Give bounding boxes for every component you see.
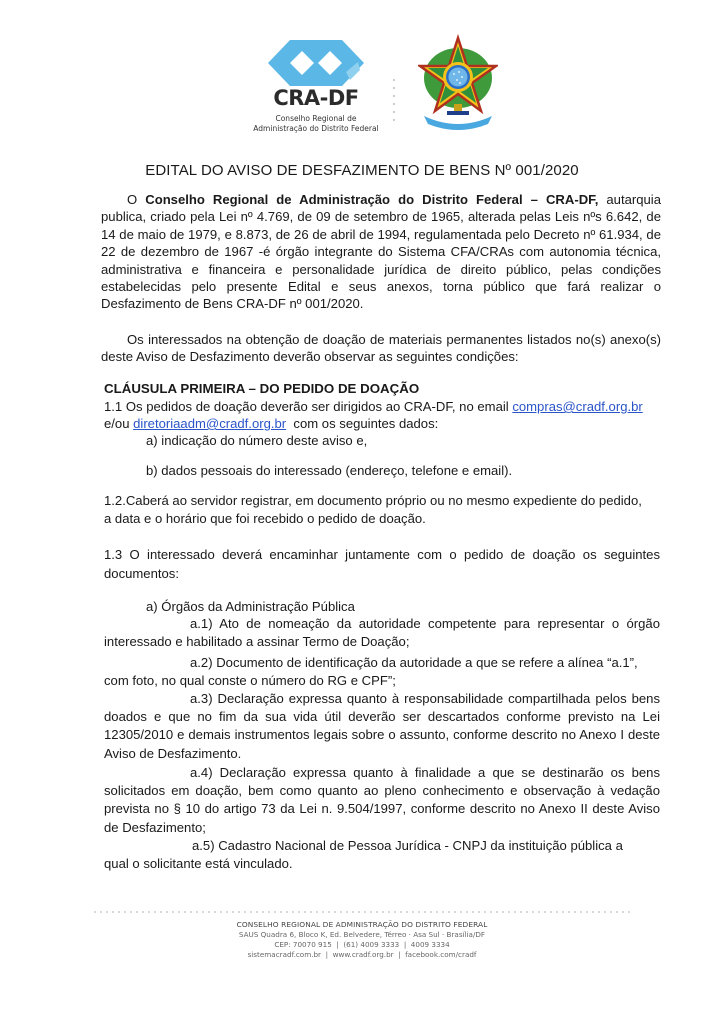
item-1-1-text-after: com os seguintes dados: bbox=[286, 416, 439, 431]
item-a3-text: a.3) Declaração expressa quanto à responsabilidade compartilhada pelos bens doados e que no fim da sua vida útil deverão ser descartados conforme previsto na Lei 12305/2010 e demais instrumentos legais sobre o assunto, conforme descrito no Anexo I deste Aviso de Desfazimento. bbox=[104, 691, 660, 761]
item-a5-line1: a.5) Cadastro Nacional de Pessoa Jurídica - CNPJ da instituição pública a bbox=[192, 838, 623, 853]
intro-text: autarquia publica, criado pela Lei nº 4.769, de 09 de setembro de 1965, alterada pelas Leis nºs 6.642, de 14 de maio de 1979, e 8.873, de 26 de abril de 1994, regulamentada pelo Decreto nº 61.934, de 22 de dezembro de 1967 -é órgão integrante do Sistema CFA/CRAs com autonomia técnica, administrativa e financeira e personalidade jurídica de direito público, pelas condições estabelecidas pelo presente Edital e seus anexos, torna público que fará realizar o Desfazimento de Bens CRA-DF nº 001/2020. bbox=[101, 192, 661, 312]
email-link-compras[interactable]: compras@cradf.org.br bbox=[512, 399, 643, 414]
item-1-1-b: b) dados pessoais do interessado (endereço, telefone e email). bbox=[146, 463, 513, 478]
header-divider bbox=[393, 76, 395, 124]
item-1-3-a-heading: a) Órgãos da Administração Pública bbox=[146, 599, 355, 614]
item-a3 bbox=[104, 690, 660, 763]
item-1-2-line1: 1.2.Caberá ao servidor registrar, em documento próprio ou no mesmo expediente do pedido, bbox=[104, 493, 642, 508]
cra-df-logo bbox=[253, 40, 379, 136]
cra-df-logo-mark-icon bbox=[268, 40, 364, 86]
conditions-paragraph bbox=[101, 331, 661, 366]
item-a2-line1: a.2) Documento de identificação da autoridade a que se refere a alínea “a.1”, bbox=[190, 655, 638, 670]
item-1-1-text: 1.1 Os pedidos de doação deverão ser dirigidos ao CRA-DF, no email bbox=[104, 399, 513, 414]
document-title: EDITAL DO AVISO DE DESFAZIMENTO DE BENS Nº 001/2020 bbox=[145, 162, 579, 179]
footer-address: SAUS Quadra 6, Bloco K, Ed. Belvedere, Térreo · Asa Sul · Brasília/DF bbox=[238, 930, 486, 939]
item-1-1-a: a) indicação do número deste aviso e, bbox=[146, 433, 368, 448]
item-1-1-line2 bbox=[104, 415, 438, 432]
footer-contacts: CEP: 70070 915 | (61) 4009 3333 | 4009 3334 bbox=[274, 940, 450, 949]
item-1-2-line2: a data e o horário que foi recebido o pedido de doação. bbox=[104, 511, 426, 526]
email-link-diretoriaadm[interactable]: diretoriaadm@cradf.org.br bbox=[133, 416, 287, 431]
intro-prefix: O bbox=[127, 192, 146, 207]
item-a1-text: a.1) Ato de nomeação da autoridade competente para representar o órgão interessado e habilitado a assinar Termo de Doação; bbox=[104, 616, 660, 650]
footer-divider bbox=[92, 911, 632, 913]
cra-df-wordmark: CRA-DF bbox=[273, 86, 359, 110]
intro-entity-name: Conselho Regional de Administração do Distrito Federal – CRA-DF, bbox=[145, 192, 599, 207]
item-1-1-eou: e/ou bbox=[104, 416, 134, 431]
footer-org-name: CONSELHO REGIONAL DE ADMINISTRAÇÃO DO DISTRITO FEDERAL bbox=[236, 920, 488, 929]
item-1-1-line1 bbox=[104, 398, 643, 415]
footer-web-links: sistemacradf.com.br | www.cradf.org.br | facebook.com/cradf bbox=[247, 950, 477, 959]
footer bbox=[0, 920, 724, 960]
letterhead bbox=[0, 28, 724, 138]
item-a5-line2: qual o solicitante está vinculado. bbox=[104, 856, 293, 871]
intro-paragraph bbox=[101, 191, 661, 313]
item-a4 bbox=[104, 764, 660, 837]
clause-first-heading: CLÁUSULA PRIMEIRA – DO PEDIDO DE DOAÇÃO bbox=[104, 381, 420, 396]
item-a2-line2: com foto, no qual conste o número do RG e CPF”; bbox=[104, 673, 396, 688]
cra-df-subtitle-line1: Conselho Regional de bbox=[275, 114, 357, 123]
item-a4-text: a.4) Declaração expressa quanto à finalidade a que se destinarão os bens solicitados em doação, bem como quanto ao pleno conhecimento e observação à vedação prevista no § 10 do artigo 73 da Lei n. 9.504/1997, conforme descrito no Anexo II deste Aviso de Desfazimento; bbox=[104, 765, 660, 835]
item-a1 bbox=[104, 615, 660, 651]
item-1-3: 1.3 O interessado deverá encaminhar juntamente com o pedido de doação os seguintes documentos: bbox=[104, 547, 660, 581]
conditions-text: Os interessados na obtenção de doação de materiais permanentes listados no(s) anexo(s) deste Aviso de Desfazimento deverão observar as seguintes condições: bbox=[101, 332, 661, 365]
cra-df-subtitle-line2: Administração do Distrito Federal bbox=[253, 124, 379, 133]
brazil-coat-of-arms-icon bbox=[418, 32, 498, 132]
